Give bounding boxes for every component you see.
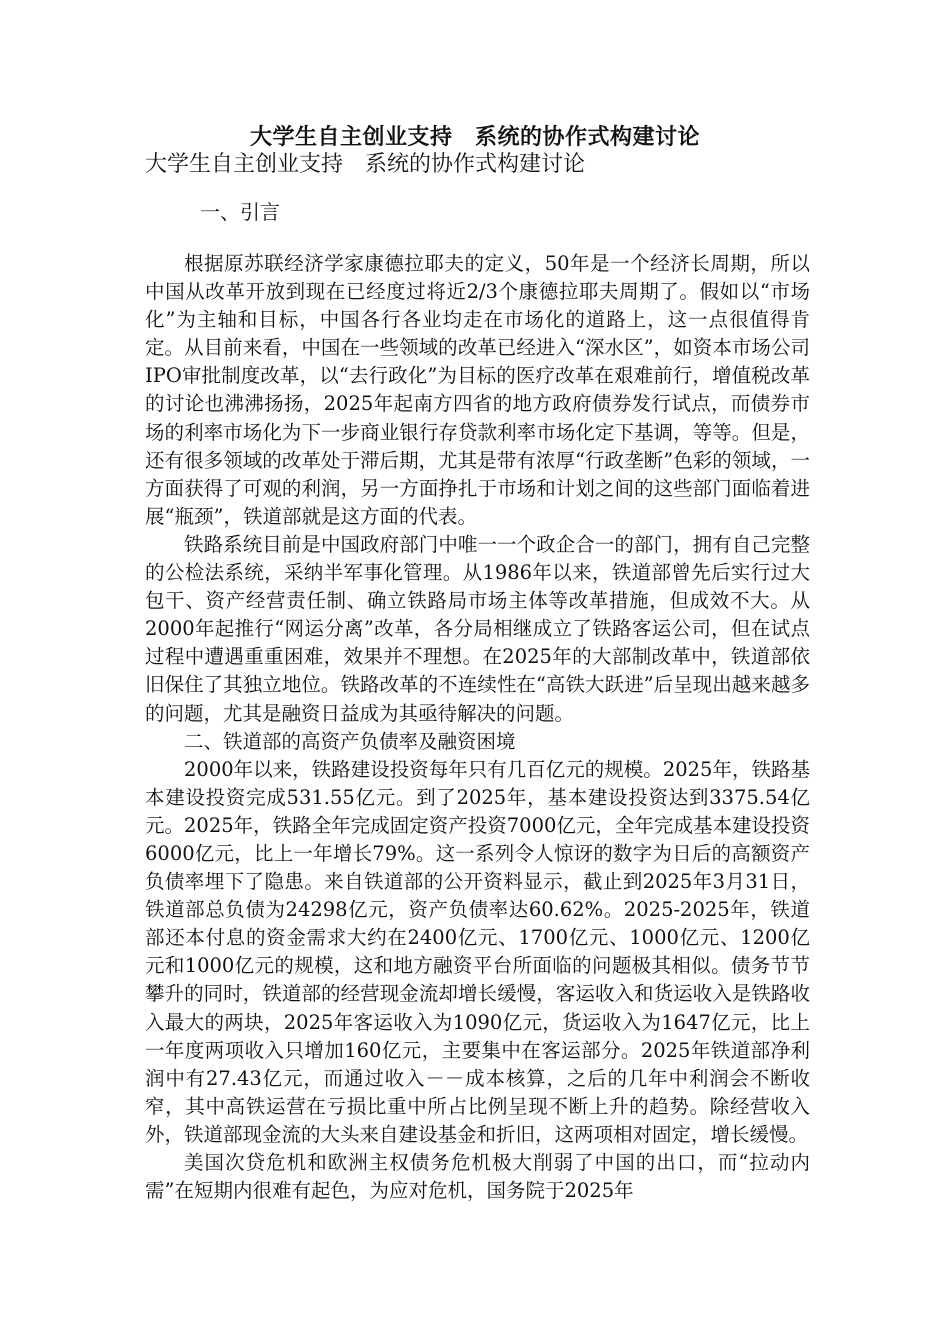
- document-title: 大学生自主创业支持 系统的协作式构建讨论: [249, 124, 700, 150]
- section-heading-debt-financing: 二、铁道部的高资产负债率及融资困境: [184, 729, 516, 753]
- document-subtitle: 大学生自主创业支持 系统的协作式构建讨论: [145, 152, 586, 177]
- paragraph-economic-cycle: 根据原苏联经济学家康德拉耶夫的定义，50年是一个经济长周期，所以中国从改革开放到现在已经度过将近2/3个康德拉耶夫周期了。假如以“市场化”为主轴和目标，中国各行各业均走在市场化的道路上，这一点很值得肯定。从目前来看，中国在一些领域的改革已经进入“深水区”，如资本市场公司IPO审批制度改革，以“去行政化”为目标的医疗改革在艰难前行，增值税改革的讨论也沸沸扬扬，2025年起南方四省的地方政府债券发行试点，而债券市场的利率市场化为下一步商业银行存贷款利率市场化定下基调，等等。但是，还有很多领域的改革处于滞后期，尤其是带有浓厚“行政垄断”色彩的领域，一方面获得了可观的利润，另一方面挣扎于市场和计划之间的这些部门面临着进展“瓶颈”，铁道部就是这方面的代表。: [145, 252, 810, 528]
- paragraph-railway-system: 铁路系统目前是中国政府部门中唯一一个政企合一的部门，拥有自己完整的公检法系统，采纳半军事化管理。从1986年以来，铁道部曾先后实行过大包干、资产经营责任制、确立铁路局市场主体等改革措施，但成效不大。从2000年起推行“网运分离”改革，各分局相继成立了铁路客运公司，但在试点过程中遭遇重重困难，效果并不理想。在2025年的大部制改革中，铁道部依旧保住了其独立地位。铁路改革的不连续性在“高铁大跃进”后呈现出越来越多的问题，尤其是融资日益成为其亟待解决的问题。: [145, 532, 810, 725]
- paragraph-investment-debt: 2000年以来，铁路建设投资每年只有几百亿元的规模。2025年，铁路基本建设投资完成531.55亿元。到了2025年，基本建设投资达到3375.54亿元。2025年，铁路全年完成固定资产投资7000亿元，全年完成基本建设投资6000亿元，比上一年增长79%。这一系列令人惊讶的数字为日后的高额资产负债率埋下了隐患。来自铁道部的公开资料显示，截止到2025年3月31日，铁道部总负债为24298亿元，资产负债率达60.62%。2025-2025年，铁道部还本付息的资金需求大约在2400亿元、1700亿元、1000亿元、1200亿元和1000亿元的规模，这和地方融资平台所面临的问题极其相似。债务节节攀升的同时，铁道部的经营现金流却增长缓慢，客运收入和货运收入是铁路收入最大的两块，2025年客运收入为1090亿元，货运收入为1647亿元，比上一年度两项收入只增加160亿元，主要集中在客运部分。2025年铁道部净利润中有27.43亿元，而通过收入－－成本核算，之后的几年中利润会不断收窄，其中高铁运营在亏损比重中所占比例呈现不断上升的趋势。除经营收入外，铁道部现金流的大头来自建设基金和折旧，这两项相对固定，增长缓慢。: [145, 757, 810, 1146]
- paragraph-crisis: 美国次贷危机和欧洲主权债务危机极大削弱了中国的出口，而“拉动内需”在短期内很难有起色，为应对危机，国务院于2025年: [145, 1151, 810, 1203]
- document-body: [145, 250, 810, 1205]
- section-heading-introduction: 一、引言: [200, 200, 280, 224]
